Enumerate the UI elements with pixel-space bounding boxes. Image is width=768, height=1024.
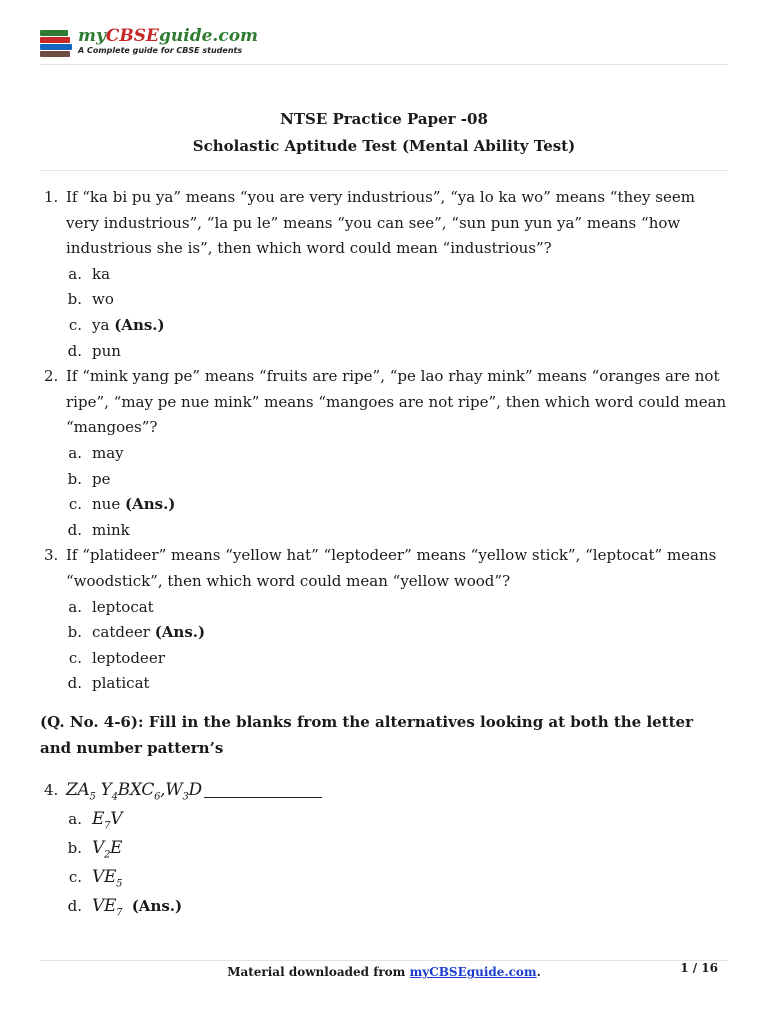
- answer-marker: (Ans.): [114, 315, 165, 334]
- question-3: [40, 543, 728, 594]
- option-text: wo: [92, 290, 114, 309]
- option-item[interactable]: [40, 492, 728, 518]
- option-text: pe: [92, 469, 111, 488]
- option-letter: a.: [68, 597, 82, 616]
- sequence-subscript: 6: [154, 791, 161, 803]
- question-text: If “mink yang pe” means “fruits are ripe”, “pe lao rhay mink” means “oranges are not ripe”, “may pe nue mink” means “mangoes are not ripe”, then which word could mean “mangoes”?: [66, 367, 727, 437]
- option-text: may: [92, 443, 124, 462]
- options-list: [40, 595, 728, 697]
- option-letter: b.: [67, 290, 82, 309]
- option-item[interactable]: [40, 313, 728, 339]
- option-text: catdeer: [92, 623, 150, 642]
- option-item[interactable]: [40, 287, 728, 313]
- sequence-term: XC: [129, 779, 155, 800]
- sequence-subscript: 5: [89, 791, 96, 803]
- option-text: platicat: [92, 674, 150, 693]
- option-letter: d.: [67, 674, 82, 693]
- option-letter: a.: [68, 443, 82, 462]
- option-letter: c.: [68, 495, 82, 514]
- option-text: ya: [92, 315, 110, 334]
- option-formula: [92, 866, 123, 890]
- formula-term: VE: [92, 895, 117, 916]
- option-text: leptocat: [92, 597, 154, 616]
- option-letter: b.: [67, 838, 82, 857]
- option-formula: [92, 895, 123, 919]
- formula-term: V: [92, 837, 104, 858]
- option-item[interactable]: [40, 620, 728, 646]
- question-4-options: [40, 805, 728, 921]
- paper-title: [40, 106, 728, 160]
- option-letter: a.: [68, 809, 82, 828]
- site-logo[interactable]: [40, 26, 258, 56]
- option-text: mink: [92, 520, 130, 539]
- question-number: 2.: [44, 367, 59, 386]
- option-item[interactable]: [40, 646, 728, 672]
- option-item[interactable]: [40, 518, 728, 544]
- question-list: [40, 185, 728, 921]
- answer-blank: [204, 781, 322, 798]
- formula-term: V: [110, 808, 123, 829]
- option-letter: b.: [67, 469, 82, 488]
- question-number: 4.: [44, 780, 59, 799]
- title-divider: [40, 170, 728, 171]
- logo-name: myCBSEguide.com: [78, 25, 259, 46]
- formula-subscript: 2: [103, 849, 111, 861]
- sequence-term: ,W: [160, 779, 183, 800]
- option-item[interactable]: [40, 262, 728, 288]
- formula-subscript: 7: [116, 907, 123, 919]
- page-footer: [40, 960, 728, 979]
- option-text: nue: [92, 495, 121, 514]
- question-number: 1.: [44, 188, 59, 206]
- option-item[interactable]: [40, 671, 728, 697]
- formula-subscript: 5: [116, 878, 123, 890]
- option-letter: c.: [68, 315, 82, 334]
- question-1: [40, 185, 728, 262]
- option-item[interactable]: [40, 892, 728, 921]
- option-text: leptodeer: [92, 648, 165, 667]
- option-item[interactable]: [40, 339, 728, 365]
- answer-marker: (Ans.): [154, 623, 206, 642]
- section-instruction: (Q. No. 4-6): Fill in the blanks from the alternatives looking at both the letter and number pattern’s: [40, 712, 693, 757]
- question-text: If “platideer” means “yellow hat” “leptodeer” means “yellow stick”, “leptocat” means “woodstick”, then which word could mean “yellow wood”?: [66, 546, 717, 590]
- option-item[interactable]: [40, 863, 728, 892]
- option-letter: c.: [68, 648, 82, 667]
- answer-marker: (Ans.): [124, 495, 176, 514]
- title-line-1: NTSE Practice Paper -08: [280, 110, 488, 128]
- option-letter: b.: [67, 623, 82, 642]
- option-formula: [92, 837, 123, 861]
- answer-marker: (Ans.): [131, 896, 183, 915]
- footer-credit: Material downloaded from myCBSEguide.com.: [227, 965, 541, 979]
- question-text: If “ka bi pu ya” means “you are very industrious”, “ya lo ka wo” means “they seem very industrious”, “la pu le” means “you can see”, “sun pun yun ya” means “how industrious she is”, then which word could mean “industrious”?: [66, 188, 695, 258]
- footer-link[interactable]: myCBSEguide.com: [409, 965, 537, 979]
- logo-tagline: A Complete guide for CBSE students: [78, 45, 243, 55]
- option-letter: c.: [68, 867, 82, 886]
- question-2: [40, 364, 728, 441]
- title-line-2: Scholastic Aptitude Test (Mental Ability Test): [192, 137, 576, 155]
- option-item[interactable]: [40, 834, 728, 863]
- sequence-term: ZA: [66, 779, 90, 800]
- formula-term: VE: [92, 866, 117, 887]
- question-4: [40, 775, 728, 805]
- option-letter: d.: [67, 896, 82, 915]
- books-icon: [40, 26, 74, 56]
- option-text: pun: [92, 341, 121, 360]
- options-list: [40, 262, 728, 364]
- option-text: ka: [92, 264, 111, 283]
- option-item[interactable]: [40, 805, 728, 834]
- sequence-subscript: 4: [111, 791, 118, 803]
- page-number: 1 / 16: [680, 961, 718, 975]
- sequence-term: B: [117, 779, 130, 800]
- formula-subscript: 7: [104, 820, 111, 832]
- formula-term: E: [110, 837, 123, 858]
- sequence-subscript: 3: [182, 791, 189, 803]
- option-letter: d.: [67, 341, 82, 360]
- option-item[interactable]: [40, 595, 728, 621]
- options-list: [40, 441, 728, 543]
- formula-term: E: [92, 808, 105, 829]
- letter-number-sequence: [66, 779, 202, 803]
- sequence-term: Y: [100, 779, 112, 800]
- sequence-term: D: [188, 779, 202, 800]
- page-header: [40, 24, 728, 65]
- option-item[interactable]: [40, 467, 728, 493]
- option-item[interactable]: [40, 441, 728, 467]
- option-formula: [92, 808, 123, 832]
- option-letter: d.: [67, 520, 82, 539]
- question-number: 3.: [44, 546, 59, 565]
- option-letter: a.: [68, 264, 82, 283]
